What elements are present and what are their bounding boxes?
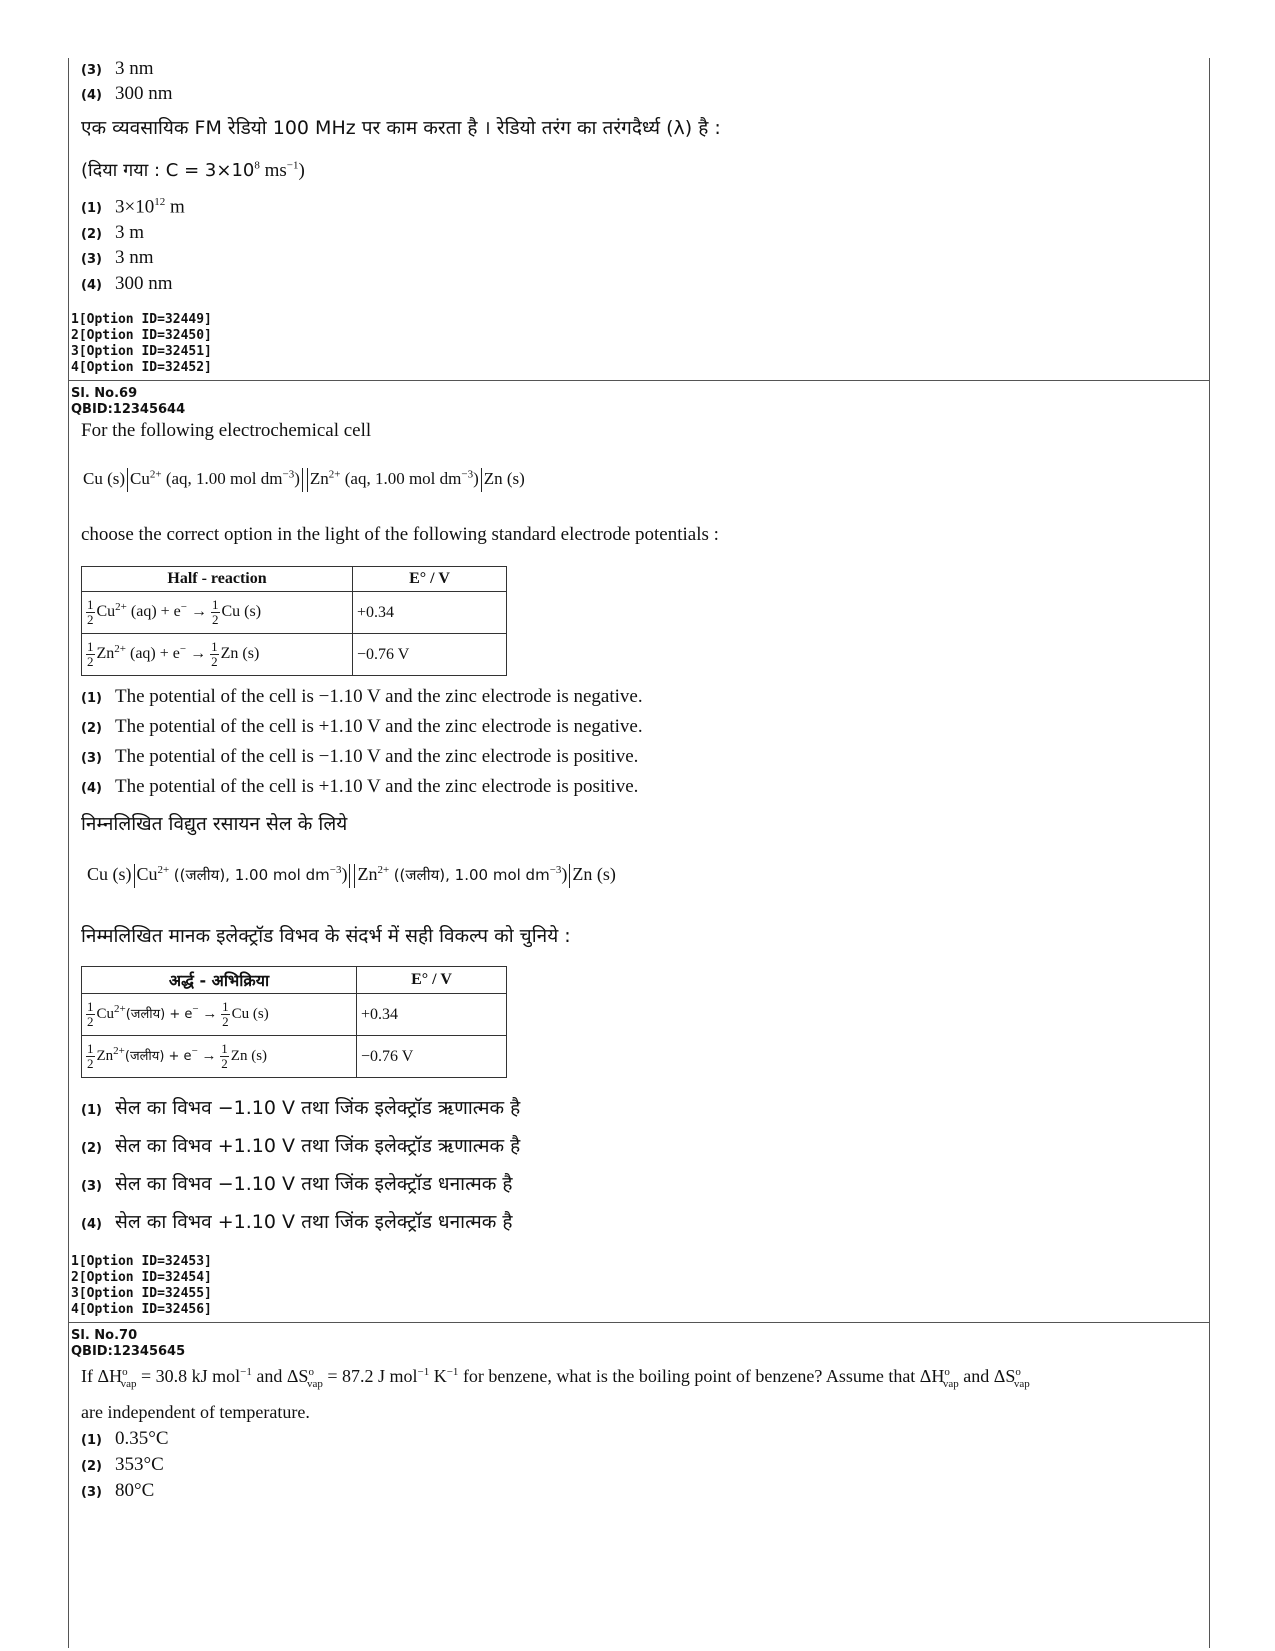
q69-option-id-3: 3[Option ID=32455] [71,1286,212,1301]
q69-option-2-en: (2) The potential of the cell is +1.10 V and the zinc electrode is negative. [81,716,643,737]
table-cell-zn-potential: −0.76 V [353,634,507,676]
q68-option-3: (3) 3 nm [81,247,154,268]
q69-option-2-hi: (2) सेल का विभव +1.10 V तथा जिंक इलेक्ट्रॉड ऋणात्मक है [81,1135,521,1157]
q69-option-1-en: (1) The potential of the cell is −1.10 V and the zinc electrode is negative. [81,686,643,707]
section-divider [69,380,1209,381]
table-row-cu-reaction-hi: $\frac{1}{2}$ $Cu^{2+}(जलीय) + e^-$ → $\frac{1}{2}$ Cu (s) [82,994,357,1036]
q70-option-2: (2) 353°C [81,1454,164,1475]
q69-option-4-en: (4) The potential of the cell is +1.10 V and the zinc electrode is positive. [81,776,639,797]
section-divider [69,1322,1209,1323]
q68-given-constant: (दिया गया : $C = 3\times 10^8$ $ms^{-1}$) [81,159,305,181]
q69-option-id-4: 4[Option ID=32456] [71,1302,212,1317]
q69-choose-hindi: निम्मलिखित मानक इलेक्ट्रॉड विभव के संदर्भ में सही विकल्प को चुनिये : [81,925,571,947]
q68-option-2: (2) 3 m [81,222,145,243]
q69-option-4-hi: (4) सेल का विभव +1.10 V तथा जिंक इलेक्ट्रॉड धनात्मक है [81,1211,513,1233]
table-cell-zn-potential-hi: −0.76 V [357,1036,507,1078]
q69-option-3-en: (3) The potential of the cell is −1.10 V and the zinc electrode is positive. [81,746,639,767]
q69-option-1-hi: (1) सेल का विभव −1.10 V तथा जिंक इलेक्ट्रॉड ऋणात्मक है [81,1097,521,1119]
q70-qbid: QBID:12345645 [71,1344,186,1359]
q69-half-reaction-table-en [81,566,507,676]
q69-intro: For the following electrochemical cell [81,420,372,441]
q69-intro-hindi: निम्नलिखित विद्युत रसायन सेल के लिये [81,813,348,835]
q69-serial: Sl. No.69 [71,386,138,401]
table-row-zn-reaction-hi: $\frac{1}{2}$ $Zn^{2+}(जलीय) + e^-$ → $\frac{1}{2}$ Zn (s) [82,1036,357,1078]
q68-option-id-2: 2[Option ID=32450] [71,328,212,343]
q69-cell-notation-en: Cu (s) $Cu^{2+}$ (aq, 1.00 mol $dm^{-3}$) $Zn^{2+}$ (aq, 1.00 mol $dm^{-3}$) Zn (s) [83,468,525,492]
question-paper-frame [68,58,1210,1648]
q69-choose-text: choose the correct option in the light of the following standard electrode potentials : [81,524,719,545]
q70-question-line-1: If $\Delta H^o_{vap} = 30.8$ kJ mol$^{-1}$ and $\Delta S^o_{vap} = 87.2$ J mol$^{-1}$ $K^{-1}$ for benzene, what is the boiling point of benzene? Assume that $\Delta H^o_{vap}$ and $\Delta S^o_{vap}$ [81,1366,1030,1390]
q68-option-id-4: 4[Option ID=32452] [71,360,212,375]
q69-option-id-2: 2[Option ID=32454] [71,1270,212,1285]
q68-option-id-1: 1[Option ID=32449] [71,312,212,327]
q69-qbid: QBID:12345644 [71,402,186,417]
q70-option-1: (1) 0.35°C [81,1428,169,1449]
q69-half-reaction-table-hi [81,966,507,1078]
table-header-potential-hi: E° / V [357,967,507,994]
table-cell-cu-potential-hi: +0.34 [357,994,507,1036]
q70-question-line-2: are independent of temperature. [81,1402,310,1422]
table-row-zn-reaction: $\frac{1}{2}$ $Zn^{2+}$ (aq) + e− → $\frac{1}{2}$ Zn (s) [82,634,353,676]
q68-prev-option-3: (3) 3 nm [81,58,154,79]
q70-serial: Sl. No.70 [71,1328,138,1343]
q68-option-4: (4) 300 nm [81,273,173,294]
q69-cell-notation-hi: Cu (s) $Cu^{2+}$ ((जलीय), 1.00 mol $dm^{-3}$) $Zn^{2+}$ ((जलीय), 1.00 mol $dm^{-3}$) Zn (s) [87,864,616,888]
q68-hindi-question: एक व्यवसायिक FM रेडियो 100 MHz पर काम करता है । रेडियो तरंग का तरंगदैर्ध्य (λ) है : [81,117,721,139]
table-header-potential: E° / V [353,567,507,592]
table-cell-cu-potential: +0.34 [353,592,507,634]
table-header-half-reaction-hi: अर्द्ध - अभिक्रिया [82,967,357,994]
q68-option-1: (1) $3\times 10^{12}$ m [81,196,185,218]
table-row-cu-reaction: $\frac{1}{2}$ $Cu^{2+}$ (aq) + e− → $\frac{1}{2}$ Cu (s) [82,592,353,634]
q68-option-id-3: 3[Option ID=32451] [71,344,212,359]
q68-prev-option-4: (4) 300 nm [81,83,173,104]
q70-option-3: (3) 80°C [81,1480,155,1501]
q69-option-id-1: 1[Option ID=32453] [71,1254,212,1269]
table-header-half-reaction: Half - reaction [82,567,353,592]
q69-option-3-hi: (3) सेल का विभव −1.10 V तथा जिंक इलेक्ट्रॉड धनात्मक है [81,1173,513,1195]
